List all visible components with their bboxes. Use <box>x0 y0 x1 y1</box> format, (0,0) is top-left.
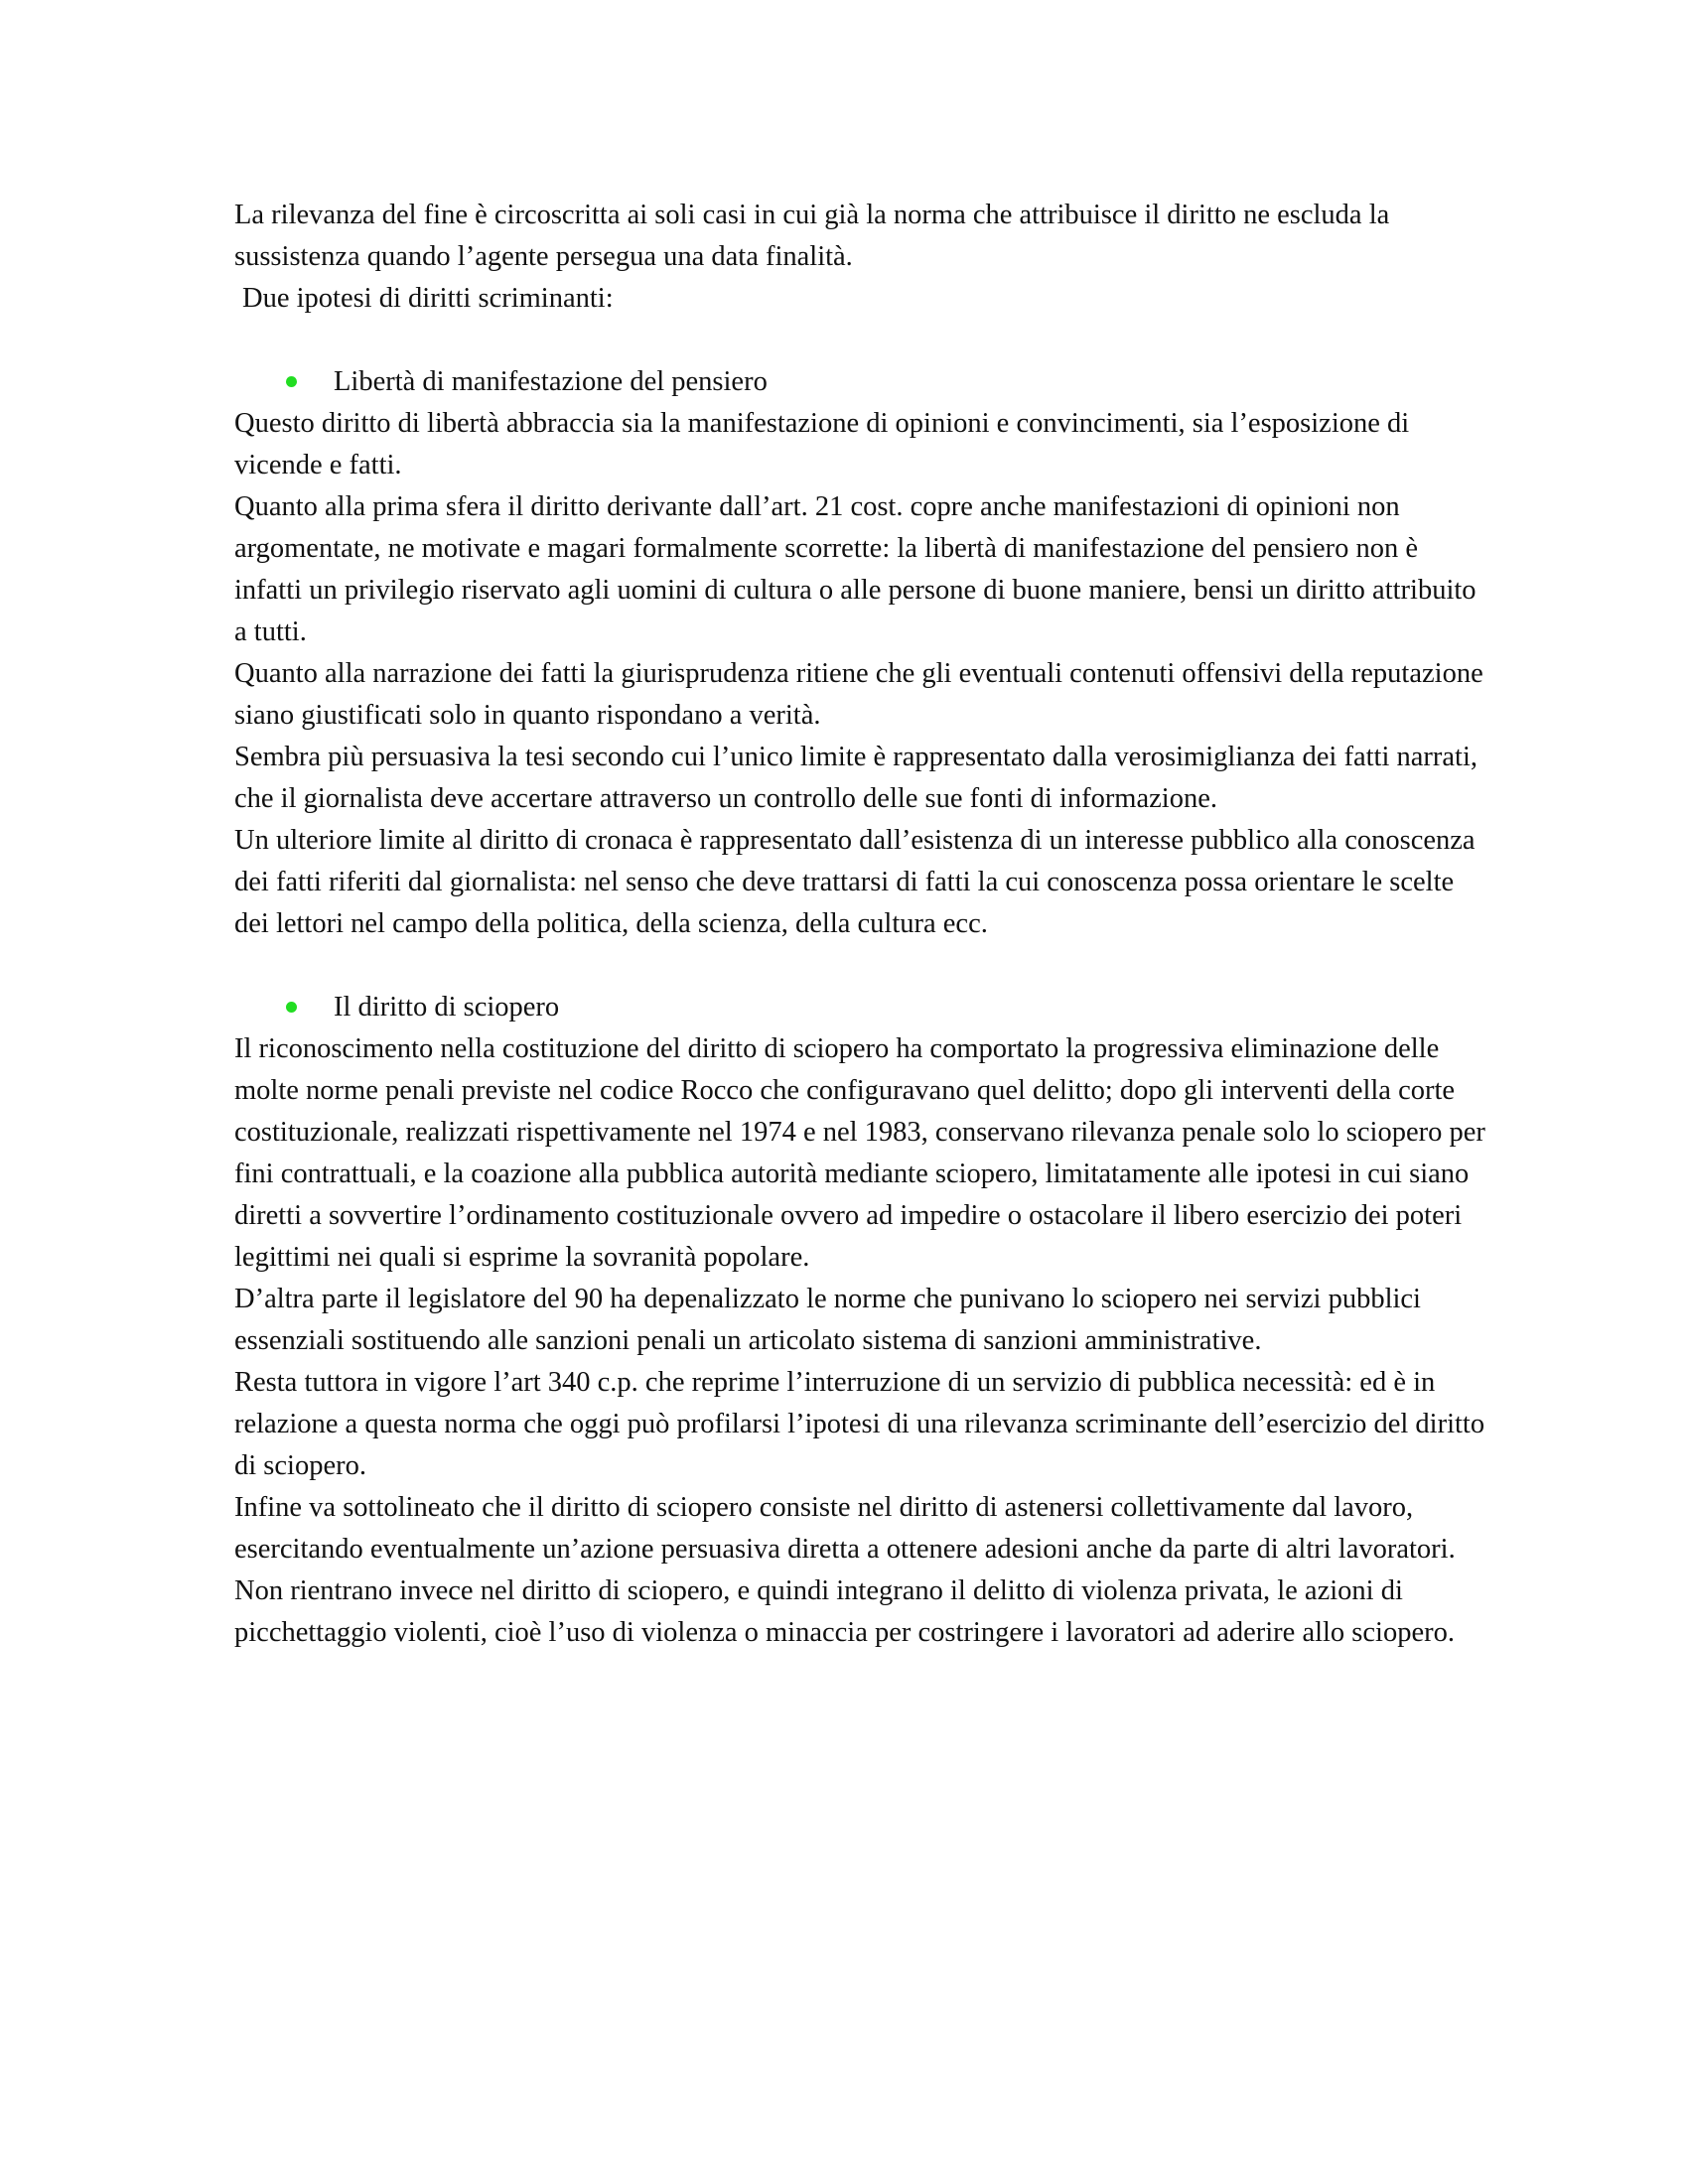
section1-paragraph: Questo diritto di libertà abbraccia sia la manifestazione di opinioni e convincimenti, sia l’esposizione di vicende e fatti. <box>234 408 1410 480</box>
section1-paragraph: Un ulteriore limite al diritto di cronaca è rappresentato dall’esistenza di un interesse pubblico alla conoscenza dei fatti riferiti dal giornalista: nel senso che deve trattarsi di fatti la cui conoscenza possa orientare le scelte dei lettori nel campo della politica, della scienza, della cultura ecc. <box>234 825 1476 939</box>
section2-paragraph: Il riconoscimento nella costituzione del diritto di sciopero ha comportato la progressiva eliminazione delle molte norme penali previste nel codice Rocco che configuravano quel delitto; dopo gli interventi della corte costituzionale, realizzati rispettivamente nel 1974 e nel 1983, conservano rilevanza penale solo lo sciopero per fini contrattuali, e la coazione alla pubblica autorità mediante sciopero, limitatamente alle ipotesi in cui siano diretti a sovvertire l’ordinamento costituzionale ovvero ad impedire o ostacolare il libero esercizio dei poteri legittimi nei quali si esprime la sovranità popolare. <box>234 1033 1485 1273</box>
document-body <box>234 195 1485 1654</box>
section2-paragraph: Resta tuttora in vigore l’art 340 c.p. che reprime l’interruzione di un servizio di pubblica necessità: ed è in relazione a questa norma che oggi può profilarsi l’ipotesi di una rilevanza scriminante dell’esercizio del diritto di sciopero. <box>234 1367 1485 1481</box>
intro-lead: Due ipotesi di diritti scriminanti: <box>242 283 614 314</box>
section-heading-text: Libertà di manifestazione del pensiero <box>334 366 768 397</box>
bullet-dot-icon <box>286 1002 297 1013</box>
section-heading-freedom-of-expression <box>234 361 1485 403</box>
section2-paragraph: Infine va sottolineato che il diritto di sciopero consiste nel diritto di astenersi collettivamente dal lavoro, esercitando eventualmente un’azione persuasiva diretta a ottenere adesioni anche da parte di altri lavoratori. Non rientrano invece nel diritto di sciopero, e quindi integrano il delitto di violenza privata, le azioni di picchettaggio violenti, cioè l’uso di violenza o minaccia per costringere i lavoratori ad aderire allo sciopero. <box>234 1492 1456 1648</box>
intro-paragraph: La rilevanza del fine è circoscritta ai soli casi in cui già la norma che attribuisce il diritto ne escluda la sussistenza quando l’agente persegua una data finalità. <box>234 200 1390 272</box>
section-heading-right-to-strike <box>234 987 1485 1028</box>
section1-paragraph: Quanto alla narrazione dei fatti la giurisprudenza ritiene che gli eventuali contenuti offensivi della reputazione siano giustificati solo in quanto rispondano a verità. <box>234 658 1483 731</box>
spacer <box>234 945 1485 987</box>
bullet-dot-icon <box>286 376 297 387</box>
section-heading-text: Il diritto di sciopero <box>334 992 560 1023</box>
section1-paragraph: Sembra più persuasiva la tesi secondo cui l’unico limite è rappresentato dalla verosimiglianza dei fatti narrati, che il giornalista deve accertare attraverso un controllo delle sue fonti di informazione. <box>234 742 1477 814</box>
section1-paragraph: Quanto alla prima sfera il diritto derivante dall’art. 21 cost. copre anche manifestazioni di opinioni non argomentate, ne motivate e magari formalmente scorrette: la libertà di manifestazione del pensiero non è infatti un privilegio riservato agli uomini di cultura o alle persone di buone maniere, bensi un diritto attribuito a tutti. <box>234 491 1477 647</box>
section2-paragraph: D’altra parte il legislatore del 90 ha depenalizzato le norme che punivano lo sciopero nei servizi pubblici essenziali sostituendo alle sanzioni penali un articolato sistema di sanzioni amministrative. <box>234 1284 1421 1356</box>
spacer <box>234 320 1485 361</box>
